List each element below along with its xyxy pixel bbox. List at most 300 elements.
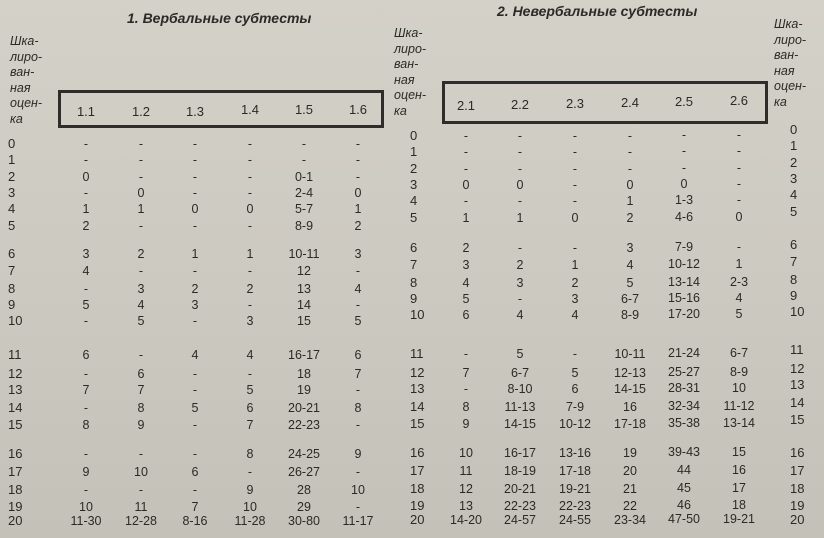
nonverbal-raw-score: 1 [735, 257, 743, 271]
scale-score-left: 15 [8, 417, 23, 432]
verbal-raw-score: - [138, 219, 144, 233]
nonverbal-raw-score: 4 [516, 308, 524, 322]
verbal-raw-score: - [138, 447, 144, 461]
nonverbal-raw-score: - [572, 241, 578, 255]
verbal-raw-score: 12 [297, 264, 311, 278]
scale-score-left: 6 [8, 246, 16, 261]
verbal-raw-score: 7 [246, 418, 254, 432]
verbal-raw-score: 0 [82, 170, 90, 184]
verbal-raw-score: - [83, 153, 89, 167]
verbal-raw-score: 8 [354, 401, 362, 415]
nonverbal-raw-score: 0 [462, 178, 470, 192]
verbal-raw-score: 4 [82, 264, 90, 278]
verbal-raw-score: - [192, 137, 198, 151]
verbal-raw-score: - [301, 153, 307, 167]
nonverbal-raw-score: 28-31 [668, 381, 700, 395]
verbal-raw-score: - [247, 137, 253, 151]
scale-header-word: оцен- [394, 88, 427, 102]
verbal-raw-score: 3 [191, 298, 199, 312]
nonverbal-raw-score: 10 [732, 381, 746, 395]
verbal-raw-score: 16-17 [288, 348, 320, 362]
verbal-raw-score: 2-4 [294, 186, 314, 200]
nonverbal-raw-score: - [736, 161, 742, 175]
scale-score-right: 2 [790, 155, 798, 170]
scale-score-left: 3 [8, 185, 16, 200]
nonverbal-raw-score: 16-17 [504, 446, 536, 460]
verbal-raw-score: - [247, 219, 253, 233]
scale-header-word: ван- [774, 48, 799, 62]
verbal-raw-score: 5 [354, 314, 362, 328]
scale-score-middle: 12 [410, 365, 425, 380]
nonverbal-raw-score: 2 [516, 258, 524, 272]
verbal-raw-score: 4 [191, 348, 199, 362]
scale-score-right: 8 [790, 272, 798, 287]
scale-score-middle: 15 [410, 416, 425, 431]
scale-score-right: 3 [790, 171, 798, 186]
scale-score-right: 20 [790, 512, 805, 527]
nonverbal-raw-score: - [736, 240, 742, 254]
verbal-raw-score: - [192, 186, 198, 200]
verbal-raw-score: 6 [137, 367, 145, 381]
scale-score-right: 14 [790, 395, 805, 410]
scale-header-word: ван- [394, 57, 419, 71]
nonverbal-raw-score: 10 [459, 446, 473, 460]
nonverbal-raw-score: 21-24 [668, 346, 700, 360]
nonverbal-raw-score: 6 [571, 382, 579, 396]
scale-score-right: 9 [790, 288, 798, 303]
nonverbal-raw-score: 10-12 [559, 417, 591, 431]
verbal-raw-score: 22-23 [288, 418, 320, 432]
verbal-raw-score: - [192, 219, 198, 233]
verbal-raw-score: - [192, 447, 198, 461]
nonverbal-raw-score: - [681, 161, 687, 175]
nonverbal-raw-score: 6-7 [510, 366, 530, 380]
nonverbal-raw-score: 1-3 [674, 193, 694, 207]
nonverbal-raw-score: 5 [571, 366, 579, 380]
nonverbal-raw-score: 24-55 [559, 513, 591, 527]
verbal-raw-score: 29 [297, 500, 311, 514]
nonverbal-raw-score: 12-13 [614, 366, 646, 380]
verbal-raw-score: 12-28 [125, 514, 157, 528]
scale-score-left: 7 [8, 263, 16, 278]
nonverbal-raw-score: - [736, 193, 742, 207]
verbal-raw-score: - [247, 298, 253, 312]
verbal-raw-score: 10 [79, 500, 93, 514]
nonverbal-raw-score: 19-21 [559, 482, 591, 496]
verbal-raw-score: - [192, 314, 198, 328]
scale-score-middle: 0 [410, 128, 418, 143]
scale-score-left: 12 [8, 366, 23, 381]
scale-score-middle: 8 [410, 275, 418, 290]
nonverbal-raw-score: 17-18 [614, 417, 646, 431]
verbal-raw-score: - [355, 500, 361, 514]
verbal-raw-score: - [138, 137, 144, 151]
verbal-subtest-code: 1.4 [240, 102, 260, 117]
verbal-subtest-code: 1.1 [76, 104, 96, 119]
verbal-raw-score: - [192, 153, 198, 167]
verbal-raw-score: - [138, 170, 144, 184]
verbal-raw-score: 18 [297, 367, 311, 381]
scale-score-right: 11 [790, 342, 804, 357]
nonverbal-raw-score: - [517, 162, 523, 176]
nonverbal-raw-score: 15-16 [668, 291, 700, 305]
nonverbal-raw-score: 4-6 [674, 210, 694, 224]
verbal-raw-score: 3 [246, 314, 254, 328]
nonverbal-raw-score: 10-12 [668, 257, 700, 271]
nonverbal-raw-score: - [627, 129, 633, 143]
scale-score-right: 7 [790, 254, 798, 269]
nonverbal-raw-score: - [517, 292, 523, 306]
verbal-raw-score: - [83, 483, 89, 497]
nonverbal-raw-score: 11-13 [504, 400, 536, 414]
nonverbal-raw-score: 8-9 [729, 365, 749, 379]
verbal-raw-score: 20-21 [288, 401, 320, 415]
scale-score-middle: 19 [410, 498, 425, 513]
scale-score-left: 8 [8, 281, 16, 296]
nonverbal-subtest-code: 2.2 [510, 97, 530, 112]
verbal-raw-score: - [247, 186, 253, 200]
verbal-raw-score: 6 [82, 348, 90, 362]
scale-score-middle: 14 [410, 399, 425, 414]
verbal-raw-score: 13 [297, 282, 311, 296]
verbal-raw-score: 7 [191, 500, 199, 514]
nonverbal-subtest-code: 2.6 [729, 93, 749, 108]
scale-score-left: 13 [8, 382, 23, 397]
verbal-raw-score: 10 [243, 500, 257, 514]
nonverbal-raw-score: 2 [626, 211, 634, 225]
scale-score-middle: 13 [410, 381, 425, 396]
verbal-raw-score: 26-27 [288, 465, 320, 479]
scale-header-word: Шка- [394, 26, 423, 40]
nonverbal-raw-score: 0 [516, 178, 524, 192]
nonverbal-raw-score: - [572, 129, 578, 143]
nonverbal-raw-score: 5 [626, 276, 634, 290]
scale-header-left [10, 34, 42, 127]
nonverbal-raw-score: 5 [735, 307, 743, 321]
nonverbal-raw-score: 3 [571, 292, 579, 306]
verbal-raw-score: 5-7 [294, 202, 314, 216]
nonverbal-raw-score: 45 [677, 481, 691, 495]
nonverbal-raw-score: - [572, 347, 578, 361]
nonverbal-raw-score: 22-23 [504, 499, 536, 513]
verbal-raw-score: 15 [297, 314, 311, 328]
scale-score-right: 1 [790, 138, 798, 153]
nonverbal-raw-score: - [517, 194, 523, 208]
verbal-raw-score: 1 [354, 202, 362, 216]
scale-score-middle: 5 [410, 210, 418, 225]
scale-header-word: ная [394, 72, 415, 87]
nonverbal-raw-score: 20 [623, 464, 637, 478]
nonverbal-raw-score: 11-12 [723, 399, 755, 413]
scale-score-left: 1 [8, 152, 16, 167]
nonverbal-raw-score: 4 [626, 258, 634, 272]
verbal-subtest-code: 1.6 [348, 102, 368, 117]
verbal-raw-score: 5 [246, 383, 254, 397]
verbal-raw-score: - [355, 383, 361, 397]
scale-header-word: лиро- [394, 41, 427, 56]
nonverbal-raw-score: 4 [735, 291, 743, 305]
verbal-raw-score: - [83, 186, 89, 200]
scale-header-word: ка [394, 103, 407, 118]
scale-score-left: 19 [8, 499, 23, 514]
nonverbal-raw-score: 22-23 [559, 499, 591, 513]
nonverbal-raw-score: 3 [626, 241, 634, 255]
nonverbal-raw-score: 6 [462, 308, 470, 322]
verbal-raw-score: 8 [246, 447, 254, 461]
verbal-raw-score: 9 [354, 447, 362, 461]
scale-score-middle: 9 [410, 291, 418, 306]
verbal-raw-score: 30-80 [288, 514, 320, 528]
nonverbal-raw-score: 14-15 [504, 417, 536, 431]
nonverbal-raw-score: 2-3 [729, 275, 749, 289]
scale-score-middle: 2 [410, 161, 418, 176]
verbal-raw-score: 8-9 [294, 219, 314, 233]
verbal-raw-score: - [355, 264, 361, 278]
nonverbal-raw-score: 5 [516, 347, 524, 361]
nonverbal-raw-score: 16 [623, 400, 637, 414]
nonverbal-raw-score: 2 [462, 241, 470, 255]
scale-score-right: 15 [790, 412, 805, 427]
nonverbal-raw-score: 46 [677, 498, 691, 512]
nonverbal-raw-score: 1 [571, 258, 579, 272]
verbal-raw-score: 4 [137, 298, 145, 312]
scale-header-word: лиро- [774, 32, 807, 47]
verbal-raw-score: - [192, 483, 198, 497]
scale-score-middle: 18 [410, 481, 425, 496]
scale-score-left: 2 [8, 169, 16, 184]
scale-score-right: 16 [790, 445, 805, 460]
nonverbal-raw-score: 20-21 [504, 482, 536, 496]
nonverbal-raw-score: 19-21 [723, 512, 755, 526]
verbal-raw-score: - [83, 367, 89, 381]
verbal-raw-score: - [301, 137, 307, 151]
scale-header-middle [394, 26, 426, 119]
scale-score-middle: 10 [410, 307, 425, 322]
scale-score-middle: 20 [410, 512, 425, 527]
verbal-raw-score: 3 [82, 247, 90, 261]
verbal-raw-score: 5 [137, 314, 145, 328]
verbal-raw-score: - [247, 170, 253, 184]
verbal-raw-score: - [355, 170, 361, 184]
scale-header-word: ка [10, 111, 23, 126]
scale-header-word: оцен- [10, 96, 43, 110]
verbal-raw-score: 2 [191, 282, 199, 296]
nonverbal-raw-score: - [572, 145, 578, 159]
nonverbal-raw-score: - [572, 178, 578, 192]
nonverbal-raw-score: 18-19 [504, 464, 536, 478]
scale-score-middle: 3 [410, 177, 418, 192]
verbal-raw-score: - [138, 348, 144, 362]
verbal-raw-score: - [138, 264, 144, 278]
scale-score-left: 20 [8, 513, 23, 528]
verbal-raw-score: 10-11 [288, 247, 320, 261]
verbal-raw-score: 5 [82, 298, 90, 312]
scale-score-right: 0 [790, 122, 798, 137]
verbal-raw-score: 19 [297, 383, 311, 397]
scale-score-right: 17 [790, 463, 805, 478]
nonverbal-raw-score: - [736, 128, 742, 142]
scale-score-left: 14 [8, 400, 23, 415]
nonverbal-raw-score: 13 [459, 499, 473, 513]
nonverbal-raw-score: 25-27 [668, 365, 700, 379]
verbal-raw-score: - [192, 367, 198, 381]
nonverbal-raw-score: 1 [626, 194, 634, 208]
nonverbal-raw-score: 18 [732, 498, 746, 512]
verbal-raw-score: 3 [354, 247, 362, 261]
nonverbal-raw-score: 17-20 [668, 307, 700, 321]
nonverbal-raw-score: 19 [623, 446, 637, 460]
verbal-raw-score: 0 [246, 202, 254, 216]
scale-score-right: 19 [790, 498, 805, 513]
verbal-raw-score: 1 [191, 247, 199, 261]
nonverbal-raw-score: - [572, 162, 578, 176]
scale-score-left: 5 [8, 218, 16, 233]
verbal-raw-score: 14 [297, 298, 311, 312]
verbal-raw-score: 7 [354, 367, 362, 381]
verbal-raw-score: 2 [246, 282, 254, 296]
verbal-raw-score: 9 [246, 483, 254, 497]
nonverbal-raw-score: - [463, 145, 469, 159]
nonverbal-raw-score: 13-14 [668, 275, 700, 289]
nonverbal-raw-score: 21 [623, 482, 637, 496]
nonverbal-raw-score: 24-57 [504, 513, 536, 527]
nonverbal-raw-score: 7-9 [674, 240, 694, 254]
scale-score-left: 9 [8, 297, 16, 312]
nonverbal-raw-score: 3 [462, 258, 470, 272]
verbal-raw-score: 0-1 [294, 170, 314, 184]
scale-score-middle: 16 [410, 445, 425, 460]
nonverbal-raw-score: - [681, 128, 687, 142]
verbal-raw-score: - [355, 418, 361, 432]
nonverbal-raw-score: 5 [462, 292, 470, 306]
nonverbal-raw-score: 15 [732, 445, 746, 459]
nonverbal-raw-score: - [463, 162, 469, 176]
verbal-raw-score: 6 [191, 465, 199, 479]
verbal-raw-score: 1 [246, 247, 254, 261]
verbal-raw-score: 10 [134, 465, 148, 479]
verbal-raw-score: - [355, 298, 361, 312]
verbal-raw-score: 8 [137, 401, 145, 415]
verbal-raw-score: - [192, 264, 198, 278]
nonverbal-raw-score: 6-7 [620, 292, 640, 306]
scale-header-word: ван- [10, 65, 35, 79]
scale-score-middle: 11 [410, 346, 424, 361]
verbal-raw-score: 0 [191, 202, 199, 216]
verbal-raw-score: - [138, 153, 144, 167]
nonverbal-raw-score: - [736, 177, 742, 191]
nonverbal-raw-score: 2 [571, 276, 579, 290]
verbal-raw-score: - [247, 264, 253, 278]
verbal-raw-score: - [247, 153, 253, 167]
nonverbal-raw-score: 10-11 [614, 347, 646, 361]
scale-score-right: 13 [790, 377, 805, 392]
scale-header-word: Шка- [774, 17, 803, 31]
verbal-raw-score: 3 [137, 282, 145, 296]
nonverbal-raw-score: 8-9 [620, 308, 640, 322]
verbal-raw-score: - [83, 282, 89, 296]
scale-header-right [774, 17, 806, 110]
nonverbal-raw-score: 7 [462, 366, 470, 380]
verbal-subtest-code: 1.3 [185, 104, 205, 119]
verbal-raw-score: 28 [297, 483, 311, 497]
nonverbal-raw-score: 39-43 [668, 445, 700, 459]
verbal-raw-score: 2 [137, 247, 145, 261]
verbal-raw-score: 2 [354, 219, 362, 233]
verbal-raw-score: 8-16 [182, 514, 208, 528]
nonverbal-raw-score: 0 [626, 178, 634, 192]
nonverbal-subtest-code: 2.5 [674, 94, 694, 109]
verbal-raw-score: 5 [191, 401, 199, 415]
nonverbal-raw-score: 0 [680, 177, 688, 191]
scale-score-left: 17 [8, 464, 23, 479]
verbal-raw-score: - [83, 447, 89, 461]
nonverbal-raw-score: 44 [677, 463, 691, 477]
verbal-raw-score: 2 [82, 219, 90, 233]
nonverbal-raw-score: - [463, 194, 469, 208]
nonverbal-raw-score: 22 [623, 499, 637, 513]
verbal-raw-score: - [83, 137, 89, 151]
verbal-raw-score: 7 [137, 383, 145, 397]
nonverbal-raw-score: 23-34 [614, 513, 646, 527]
verbal-subtest-code: 1.5 [294, 102, 314, 117]
nonverbal-raw-score: 1 [462, 211, 470, 225]
nonverbal-raw-score: 47-50 [668, 512, 700, 526]
nonverbal-subtests-title: 2. Невербальные субтесты [497, 3, 698, 19]
nonverbal-raw-score: 17-18 [559, 464, 591, 478]
nonverbal-subtest-code: 2.1 [456, 98, 476, 113]
nonverbal-raw-score: 12 [459, 482, 473, 496]
verbal-raw-score: 6 [246, 401, 254, 415]
scale-score-left: 11 [8, 347, 22, 362]
nonverbal-raw-score: 7-9 [565, 400, 585, 414]
scale-score-middle: 4 [410, 193, 418, 208]
verbal-raw-score: 0 [354, 186, 362, 200]
verbal-raw-score: - [192, 418, 198, 432]
nonverbal-raw-score: 6-7 [729, 346, 749, 360]
nonverbal-raw-score: 32-34 [668, 399, 700, 413]
nonverbal-raw-score: 3 [516, 276, 524, 290]
verbal-raw-score: - [247, 465, 253, 479]
verbal-raw-score: 7 [82, 383, 90, 397]
nonverbal-raw-score: 17 [732, 481, 746, 495]
scale-score-left: 18 [8, 482, 23, 497]
verbal-raw-score: 1 [137, 202, 145, 216]
verbal-raw-score: 6 [354, 348, 362, 362]
verbal-raw-score: 4 [246, 348, 254, 362]
scale-score-left: 4 [8, 201, 16, 216]
verbal-raw-score: 9 [82, 465, 90, 479]
nonverbal-raw-score: - [736, 144, 742, 158]
nonverbal-raw-score: - [572, 194, 578, 208]
nonverbal-raw-score: 16 [732, 463, 746, 477]
scale-header-word: ная [10, 80, 31, 95]
scale-header-word: оцен- [774, 79, 807, 93]
nonverbal-raw-score: 8-10 [507, 382, 533, 396]
verbal-raw-score: - [355, 137, 361, 151]
nonverbal-raw-score: - [517, 145, 523, 159]
verbal-raw-score: 11-30 [70, 514, 102, 528]
verbal-raw-score: - [83, 401, 89, 415]
verbal-raw-score: 11 [134, 500, 148, 514]
verbal-raw-score: 11-28 [234, 514, 266, 528]
verbal-raw-score: 8 [82, 418, 90, 432]
verbal-raw-score: 4 [354, 282, 362, 296]
scale-score-middle: 7 [410, 257, 418, 272]
verbal-subtests-title: 1. Вербальные субтесты [127, 10, 312, 26]
nonverbal-raw-score: 4 [571, 308, 579, 322]
nonverbal-raw-score: 4 [462, 276, 470, 290]
nonverbal-raw-score: - [463, 382, 469, 396]
